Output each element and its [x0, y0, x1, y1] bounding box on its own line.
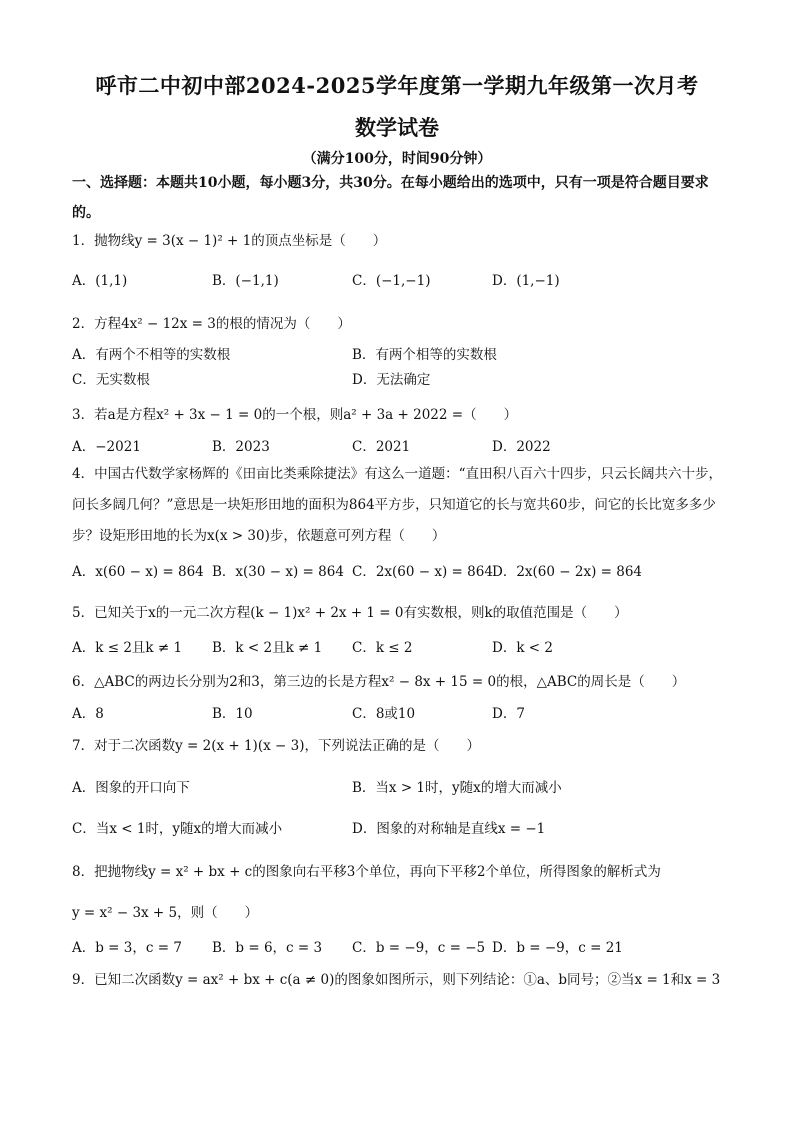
- question-stem: 5．已知关于x的一元二次方程(k − 1)x² + 2x + 1 = 0有实数根，则k的取值范围是（ ）: [72, 605, 628, 621]
- exam-note: （满分100分，时间90分钟）: [302, 151, 492, 167]
- option: C．8或10: [352, 706, 416, 722]
- option: B．x(30 − x) = 864: [212, 564, 344, 580]
- option: A．有两个不相等的实数根: [72, 347, 231, 363]
- option: B．有两个相等的实数根: [352, 347, 497, 363]
- option: B．k < 2且k ≠ 1: [212, 640, 323, 656]
- option: D．无法确定: [352, 372, 431, 388]
- question-stem: 3．若a是方程x² + 3x − 1 = 0的一个根，则a² + 3a + 2022 =（ ）: [72, 407, 518, 423]
- question-stem: 6．△ABC的两边长分别为2和3，第三边的长是方程x² − 8x + 15 = 0的根，△ABC的周长是（ ）: [72, 674, 686, 690]
- question-stem: 9．已知二次函数y = ax² + bx + c(a ≠ 0)的图象如图所示，则下列结论：①a、b同号；②当x = 1和x = 3: [72, 972, 721, 988]
- option: B．10: [212, 706, 253, 722]
- section-heading: 一、选择题：本题共10小题，每小题3分，共30分。在每小题给出的选项中，只有一项是符合题目要求的。: [72, 175, 709, 221]
- option: D．(1,−1): [492, 273, 560, 289]
- option: C．2021: [352, 439, 411, 455]
- option: D．2022: [492, 439, 551, 455]
- option: A．(1,1): [72, 273, 128, 289]
- option: B．2023: [212, 439, 270, 455]
- option: A．图象的开口向下: [72, 780, 190, 796]
- option: D．7: [492, 706, 525, 722]
- question-stem: 1．抛物线y = 3(x − 1)² + 1的顶点坐标是（ ）: [72, 233, 387, 249]
- option: D．2x(60 − 2x) = 864: [492, 564, 642, 580]
- option: A．−2021: [72, 439, 141, 455]
- option: A．8: [72, 706, 104, 722]
- option: D．图象的对称轴是直线x = −1: [352, 821, 546, 837]
- option: C．b = −9，c = −5: [352, 940, 486, 956]
- exam-subtitle: 数学试卷: [355, 115, 439, 140]
- question-stem: 2．方程4x² − 12x = 3的根的情况为（ ）: [72, 316, 351, 332]
- option: C．k ≤ 2: [352, 640, 413, 656]
- option: D．b = −9，c = 21: [492, 940, 623, 956]
- option: B．b = 6，c = 3: [212, 940, 323, 956]
- question-stem: 8．把抛物线y = x² + bx + c的图象向右平移3个单位，再向下平移2个单位，所得图象的解析式为: [72, 864, 661, 880]
- question-stem: 7．对于二次函数y = 2(x + 1)(x − 3)，下列说法正确的是（ ）: [72, 738, 480, 754]
- option: D．k < 2: [492, 640, 553, 656]
- option: B．(−1,1): [212, 273, 279, 289]
- option: A．k ≤ 2且k ≠ 1: [72, 640, 183, 656]
- option: C．2x(60 − x) = 864: [352, 564, 493, 580]
- question-stem: 4．中国古代数学家杨辉的《田亩比类乘除捷法》有这么一道题：“直田积八百六十四步，只云长阔共六十步，问长多阔几何？”意思是一块矩形田地的面积为864平方步，只知道它的长与宽共60步，问它的长比宽多多少步？设矩形田地的长为x(x > 30)步，依题意可列方程（ ）: [72, 466, 722, 544]
- option: C．当x < 1时，y随x的增大而减小: [72, 821, 283, 837]
- option: C．无实数根: [72, 372, 150, 388]
- option: C．(−1,−1): [352, 273, 431, 289]
- option: A．x(60 − x) = 864: [72, 564, 204, 580]
- exam-title: 呼市二中初中部2024-2025学年度第一学期九年级第一次月考: [95, 73, 699, 98]
- option: B．当x > 1时，y随x的增大而减小: [352, 780, 562, 796]
- option: A．b = 3，c = 7: [72, 940, 182, 956]
- question-stem-continued: y = x² − 3x + 5，则（ ）: [72, 905, 259, 921]
